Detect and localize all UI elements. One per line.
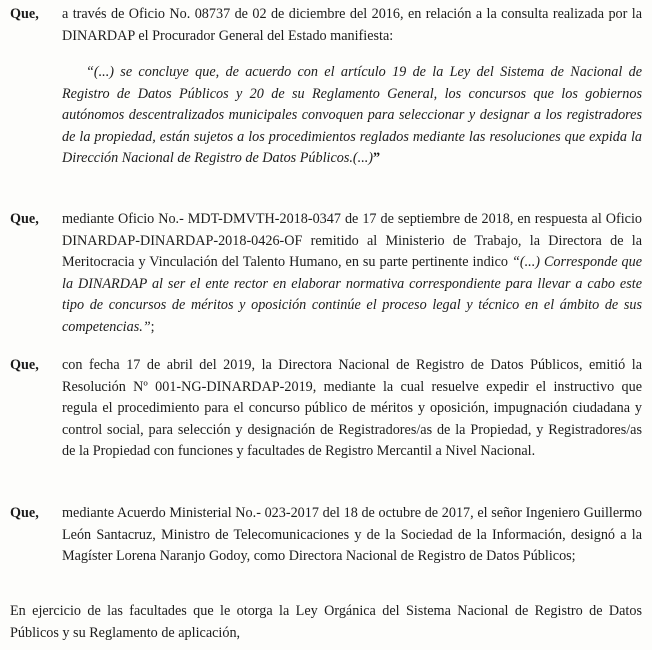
paragraph-quoted-text: “(...) Corresponde que la DINARDAP al ser el ente rector en elaborar normativa correspondiente para llevar a cabo este tipo de concursos de méritos y oposición continúe el proceso legal y técnico en el ámbito de sus competencias.”	[62, 254, 642, 335]
paragraph-text: con fecha 17 de abril del 2019, la Directora Nacional de Registro de Datos Públicos, emitió la Resolución Nº 001-NG-DINARDAP-2019, mediante la cual resuelve expedir el instructivo que regula el procedimiento para el concurso público de méritos y oposición, impugnación ciudadana y control social, para selección y designación de Registradores/as de la Propiedad, y Registradores/as de la Propiedad con funciones y facultades de Registro Mercantil a Nivel Nacional.	[62, 357, 642, 459]
closing-paragraph: En ejercicio de las facultades que le otorga la Ley Orgánica del Sistema Nacional de Registro de Datos Públicos y su Reglamento de aplicación,	[10, 603, 642, 641]
paragraph-tail: ;	[150, 318, 155, 335]
quote-close-mark: ”	[373, 150, 381, 166]
quote-body: “(...) se concluye que, de acuerdo con el artículo 19 de la Ley del Sistema de Nacional de Registro de Datos Públicos y 20 de su Reglamento General, los concursos que los gobiernos autónomos descentralizados municipales convoquen para seleccionar y designar a los registradores de la propiedad, están sujetos a los procedimientos reglados mediante las resoluciones que expida la Dirección Nacional de Registro de Datos Públicos.(...)	[62, 64, 642, 166]
que-label: Que,	[10, 357, 39, 373]
quoted-text	[62, 62, 642, 170]
paragraph-text: a través de Oficio No. 08737 de 02 de diciembre del 2016, en relación a la consulta realizada por la DINARDAP el Procurador General del Estado manifiesta:	[62, 6, 642, 44]
que-label: Que,	[10, 211, 39, 227]
paragraph-main-text: mediante Oficio No.- MDT-DMVTH-2018-0347 de 17 de septiembre de 2018, en respuesta al Oficio DINARDAP-DINARDAP-2018-0426-OF remitido al Ministerio de Trabajo, la Directora de la Meritocracia y Vinculación del Talento Humano, en su parte pertinente indico	[62, 211, 642, 270]
que-label: Que,	[10, 6, 39, 22]
que-label: Que,	[10, 505, 39, 521]
paragraph-text	[62, 209, 642, 338]
paragraph-text: mediante Acuerdo Ministerial No.- 023-2017 del 18 de octubre de 2017, el señor Ingeniero Guillermo León Santacruz, Ministro de Telecomunicaciones y de la Sociedad de la Información, designó a la Magíster Lorena Naranjo Godoy, como Directora Nacional de Registro de Datos Públicos;	[62, 505, 642, 564]
